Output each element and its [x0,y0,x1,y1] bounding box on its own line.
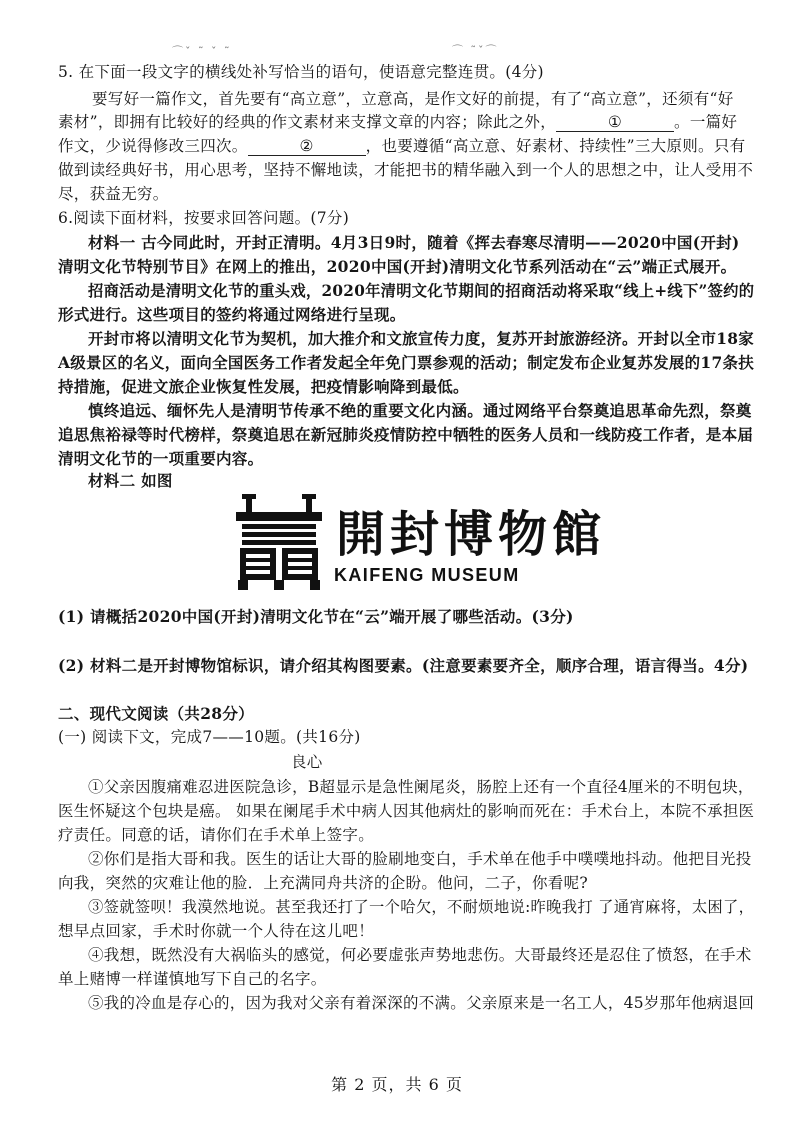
section-2-title: 二、现代文阅读（共28分） [58,704,254,723]
question-6-2: (2) 材料二是开封博物馆标识，请介绍其构图要素。(注意要素要齐全，顺序合理，语言得当。4分) [58,656,749,675]
question-5-title: 5. 在下面一段文字的横线处补写恰当的语句，使语意完整连贯。(4分) [58,63,544,81]
q5-paragraph-line: 要写好一篇作文，首先要有“高立意”，立意高，是作文好的前提，有了“高立意”，还须有“好 [92,90,734,108]
story-paragraph-line: 医生怀疑这个包块是癌。 如果在阑尾手术中病人因其他病灶的影响而死在：手术台上，本院不承担医 [58,802,755,820]
material-1-line: 清明文化节的一项重要内容。 [58,449,264,468]
page-number-footer: 第 2 页，共 6 页 [331,1075,463,1094]
question-6-title: 6.阅读下面材料，按要求回答问题。(7分) [58,209,350,227]
material-1-line: 慎终追远、缅怀先人是清明节传承不绝的重要文化内涵。通过网络平台祭奠追思革命先烈，祭奠 [88,401,752,420]
material-1-line: 清明文化节特别节目》在网上的推出，2020中国(开封)清明文化节系列活动在“云”端正式展开。 [58,257,737,276]
story-paragraph-line: 疗责任。同意的话，请你们在手术单上签字。 [58,826,375,844]
story-paragraph-line: 向我，突然的灾难让他的脸．上充满同舟共济的企盼。他问，二子，你看呢? [58,874,589,892]
story-paragraph-line: 想早点回家，手术时你就一个人待在这儿吧！ [58,922,375,940]
question-6-1: (1) 请概括2020中国(开封)清明文化节在“云”端开展了哪些活动。(3分) [58,607,574,626]
material-1-line: 招商活动是清明文化节的重头戏，2020年清明文化节期间的招商活动将采取“线上+线下”签约的 [88,281,755,300]
story-paragraph-line: ⑤我的冷血是存心的，因为我对父亲有着深深的不满。父亲原来是一名工人，45岁那年他病退回 [88,994,755,1012]
margin-scribble: ⌒ ˜ˇ⌒ [452,44,499,57]
story-title: 良心 [291,753,323,771]
story-paragraph-line: ①父亲因腹痛难忍进医院急诊，B超显示是急性阑尾炎，肠腔上还有一个直径4厘米的不明包块， [88,778,754,796]
material-1-line: 形式进行。这些项目的签约将通过网络进行呈现。 [58,305,406,324]
material-2-title: 材料二 如图 [88,471,173,490]
story-paragraph-line: ③签就签呗！我漠然地说。甚至我还打了一个哈欠，不耐烦地说:昨晚我打 了通宵麻将，太困了， [88,898,755,916]
q5-paragraph-line: 做到读经典好书，用心思考，坚持不懈地读，才能把书的精华融入到一个人的思想之中，让人受用不 [58,161,754,179]
logo-chinese-name: 開封博物館 [336,505,607,563]
fill-blank-2[interactable]: ② [248,137,366,156]
q5-paragraph-line: 作文，少说得修改三四次。 ② ，也要遵循“高立意、好素材、持续性”三大原则。只有 [58,137,746,155]
kaifeng-museum-logo [228,488,607,592]
q5-paragraph-line: 素材”，即拥有比较好的经典的作文素材来支撑文章的内容；除此之外， ① 。一篇好 [58,113,738,131]
story-paragraph-line: ②你们是指大哥和我。医生的话让大哥的脸刷地变白，手术单在他手中噗噗地抖动。他把目光投 [88,850,752,868]
q5-paragraph-line: 尽，获益无穷。 [58,185,169,203]
story-paragraph-line: 单上赌博一样谨慎地写下自己的名字。 [58,970,327,988]
story-paragraph-line: ④我想，既然没有大祸临头的感觉，何必要虚张声势地悲伤。大哥最终还是忍住了愤怒，在手术 [88,946,752,964]
fill-blank-1[interactable]: ① [556,113,674,132]
material-1-line: 开封市将以清明文化节为契机，加大推介和文旅宣传力度，复苏开封旅游经济。开封以全市18家 [88,329,754,348]
margin-scribble: ⌒ˇ ˜ ˇ ˜ [172,45,232,58]
logo-english-name: KAIFENG MUSEUM [334,565,520,585]
ding-vessel-emblem-icon [228,488,332,592]
material-1-line: 追思焦裕禄等时代榜样，祭奠追思在新冠肺炎疫情防控中牺牲的医务人员和一线防疫工作者，是本届 [58,425,754,444]
material-1-line: A级景区的名义，面向全国医务工作者发起全年免门票参观的活动；制定发布企业复苏发展的17条扶 [58,353,755,372]
material-1-line: 持措施，促进文旅企业恢复性发展，把疫情影响降到最低。 [58,377,469,396]
section-2-instructions: (一) 阅读下文，完成7——10题。(共16分) [58,728,361,746]
material-1-line: 材料一 古今同此时，开封正清明。4月3日9时，随着《挥去春寒尽清明——2020中国(开封) [88,233,740,252]
